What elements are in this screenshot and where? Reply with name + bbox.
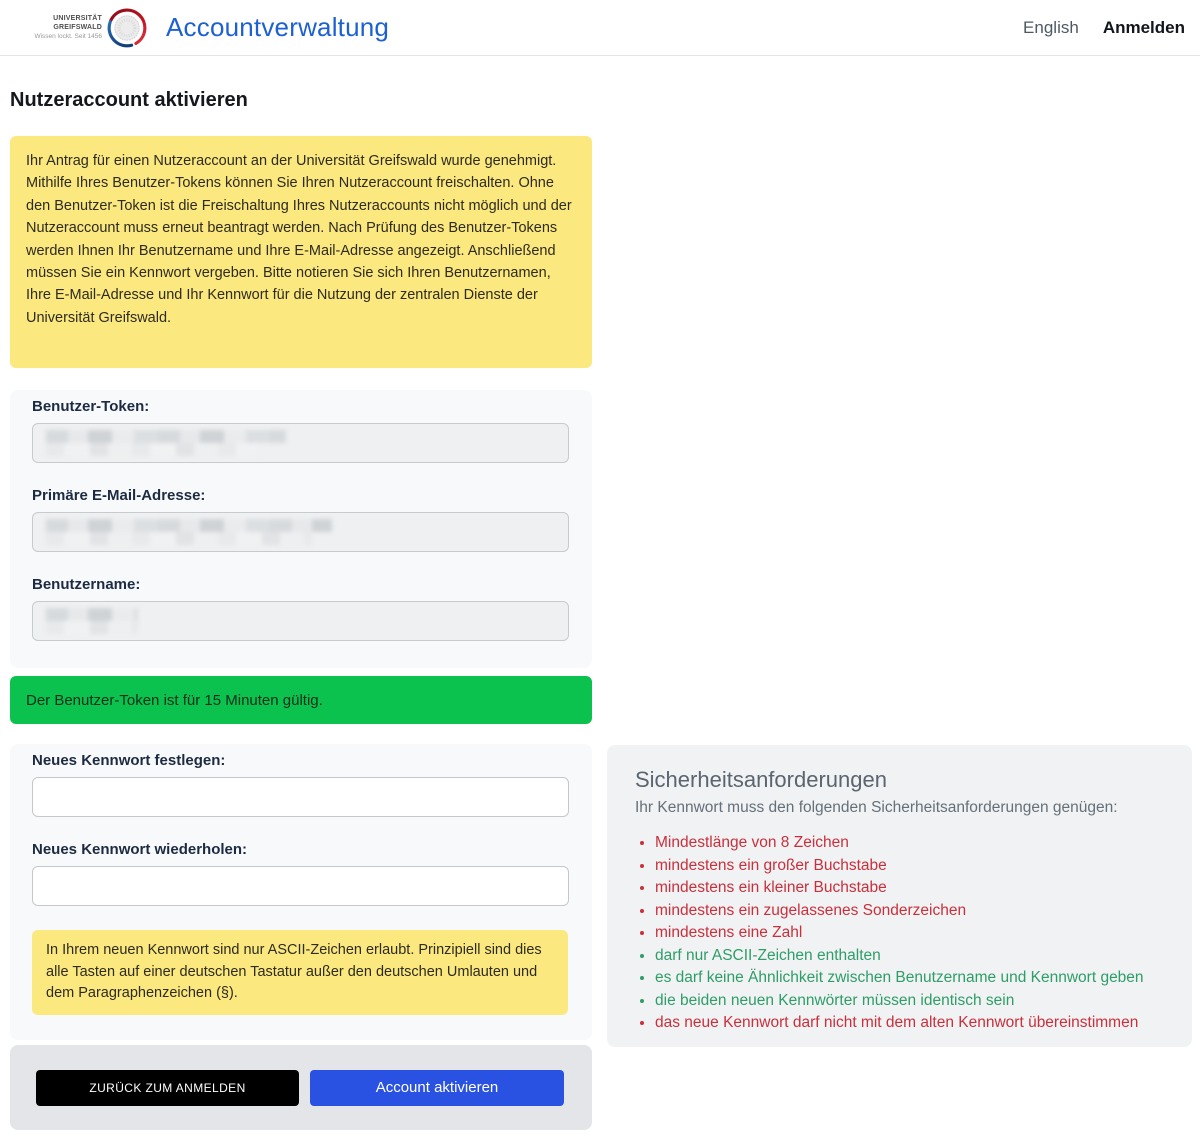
email-label: Primäre E-Mail-Adresse:: [32, 487, 206, 504]
email-input: [32, 512, 569, 552]
account-info-section: [10, 390, 592, 668]
requirement-item: • mindestens eine Zahl: [655, 922, 1164, 945]
benutzer-token-label: Benutzer-Token:: [32, 398, 150, 415]
benutzer-token-input: [32, 423, 569, 463]
intro-info-alert: Ihr Antrag für einen Nutzeraccount an der Universität Greifswald wurde genehmigt. Mithilfe Ihres Benutzer-Tokens können Sie Ihren Nutzeraccount freischalten. Ohne den Benutzer-Token ist die Freischaltung Ihres Nutzeraccounts nicht möglich und der Nutzeraccount muss erneut beantragt werden. Nach Prüfung des Benutzer-Tokens werden Ihnen Ihr Benutzername und Ihre E-Mail-Adresse angezeigt. Anschließend müssen Sie ein Kennwort vergeben. Bitte notieren Sie sich Ihren Benutzernamen, Ihre E-Mail-Adresse und Ihr Kennwort für die Nutzung der zentralen Dienste der Universität Greifswald.: [10, 136, 592, 368]
requirement-item: • es darf keine Ähnlichkeit zwischen Benutzername und Kennwort geben: [655, 967, 1164, 990]
requirement-item: • Mindestlänge von 8 Zeichen: [655, 832, 1164, 855]
page-title: Nutzeraccount aktivieren: [10, 89, 248, 111]
language-toggle-english[interactable]: English: [1023, 18, 1079, 37]
requirement-item: • mindestens ein kleiner Buchstabe: [655, 877, 1164, 900]
header: [0, 0, 1200, 56]
ascii-note: In Ihrem neuen Kennwort sind nur ASCII-Zeichen erlaubt. Prinzipiell sind dies alle Tasten auf einer deutschen Tastatur außer den deutschen Umlauten und dem Paragraphenzeichen (§).: [32, 930, 568, 1015]
benutzername-label: Benutzername:: [32, 576, 141, 593]
security-requirements-panel: [607, 745, 1192, 1047]
email-field: [32, 487, 568, 552]
requirements-subtitle: Ihr Kennwort muss den folgenden Sicherheitsanforderungen genügen:: [635, 799, 1118, 816]
logo-slogan: Wissen lockt. Seit 1456: [34, 32, 102, 40]
app-title[interactable]: Accountverwaltung: [166, 12, 390, 42]
university-seal-icon: [106, 7, 148, 49]
repeat-password-field: [32, 841, 568, 906]
login-link[interactable]: Anmelden: [1102, 18, 1185, 37]
action-bar: [10, 1045, 592, 1130]
benutzername-input: [32, 601, 569, 641]
redacted-value: [46, 608, 138, 634]
requirements-title: Sicherheitsanforderungen: [635, 767, 887, 792]
header-nav: [1023, 0, 1185, 56]
repeat-password-input[interactable]: [32, 866, 569, 906]
logo-university-name: UNIVERSITÄT GREIFSWALD: [53, 15, 102, 31]
repeat-password-label: Neues Kennwort wiederholen:: [32, 841, 248, 858]
requirement-item: • darf nur ASCII-Zeichen enthalten: [655, 945, 1164, 968]
password-section: [10, 744, 592, 1040]
benutzer-token-field: [32, 398, 568, 463]
requirement-item: • mindestens ein zugelassenes Sonderzeichen: [655, 900, 1164, 923]
requirement-item: • das neue Kennwort darf nicht mit dem alten Kennwort übereinstimmen: [655, 1012, 1164, 1035]
benutzername-field: [32, 576, 568, 641]
token-validity-alert: Der Benutzer-Token ist für 15 Minuten gültig.: [10, 676, 592, 724]
logo-text: [20, 15, 102, 41]
new-password-label: Neues Kennwort festlegen:: [32, 752, 226, 769]
new-password-field: [32, 752, 568, 817]
redacted-value: [46, 519, 332, 545]
requirement-item: • mindestens ein großer Buchstabe: [655, 855, 1164, 878]
new-password-input[interactable]: [32, 777, 569, 817]
requirement-item: • die beiden neuen Kennwörter müssen identisch sein: [655, 990, 1164, 1013]
university-logo[interactable]: [20, 7, 148, 49]
redacted-value: [46, 430, 286, 456]
requirements-list: [635, 832, 1164, 1035]
back-to-login-button[interactable]: ZURÜCK ZUM ANMELDEN: [36, 1070, 299, 1106]
activate-account-button[interactable]: Account aktivieren: [310, 1070, 564, 1106]
